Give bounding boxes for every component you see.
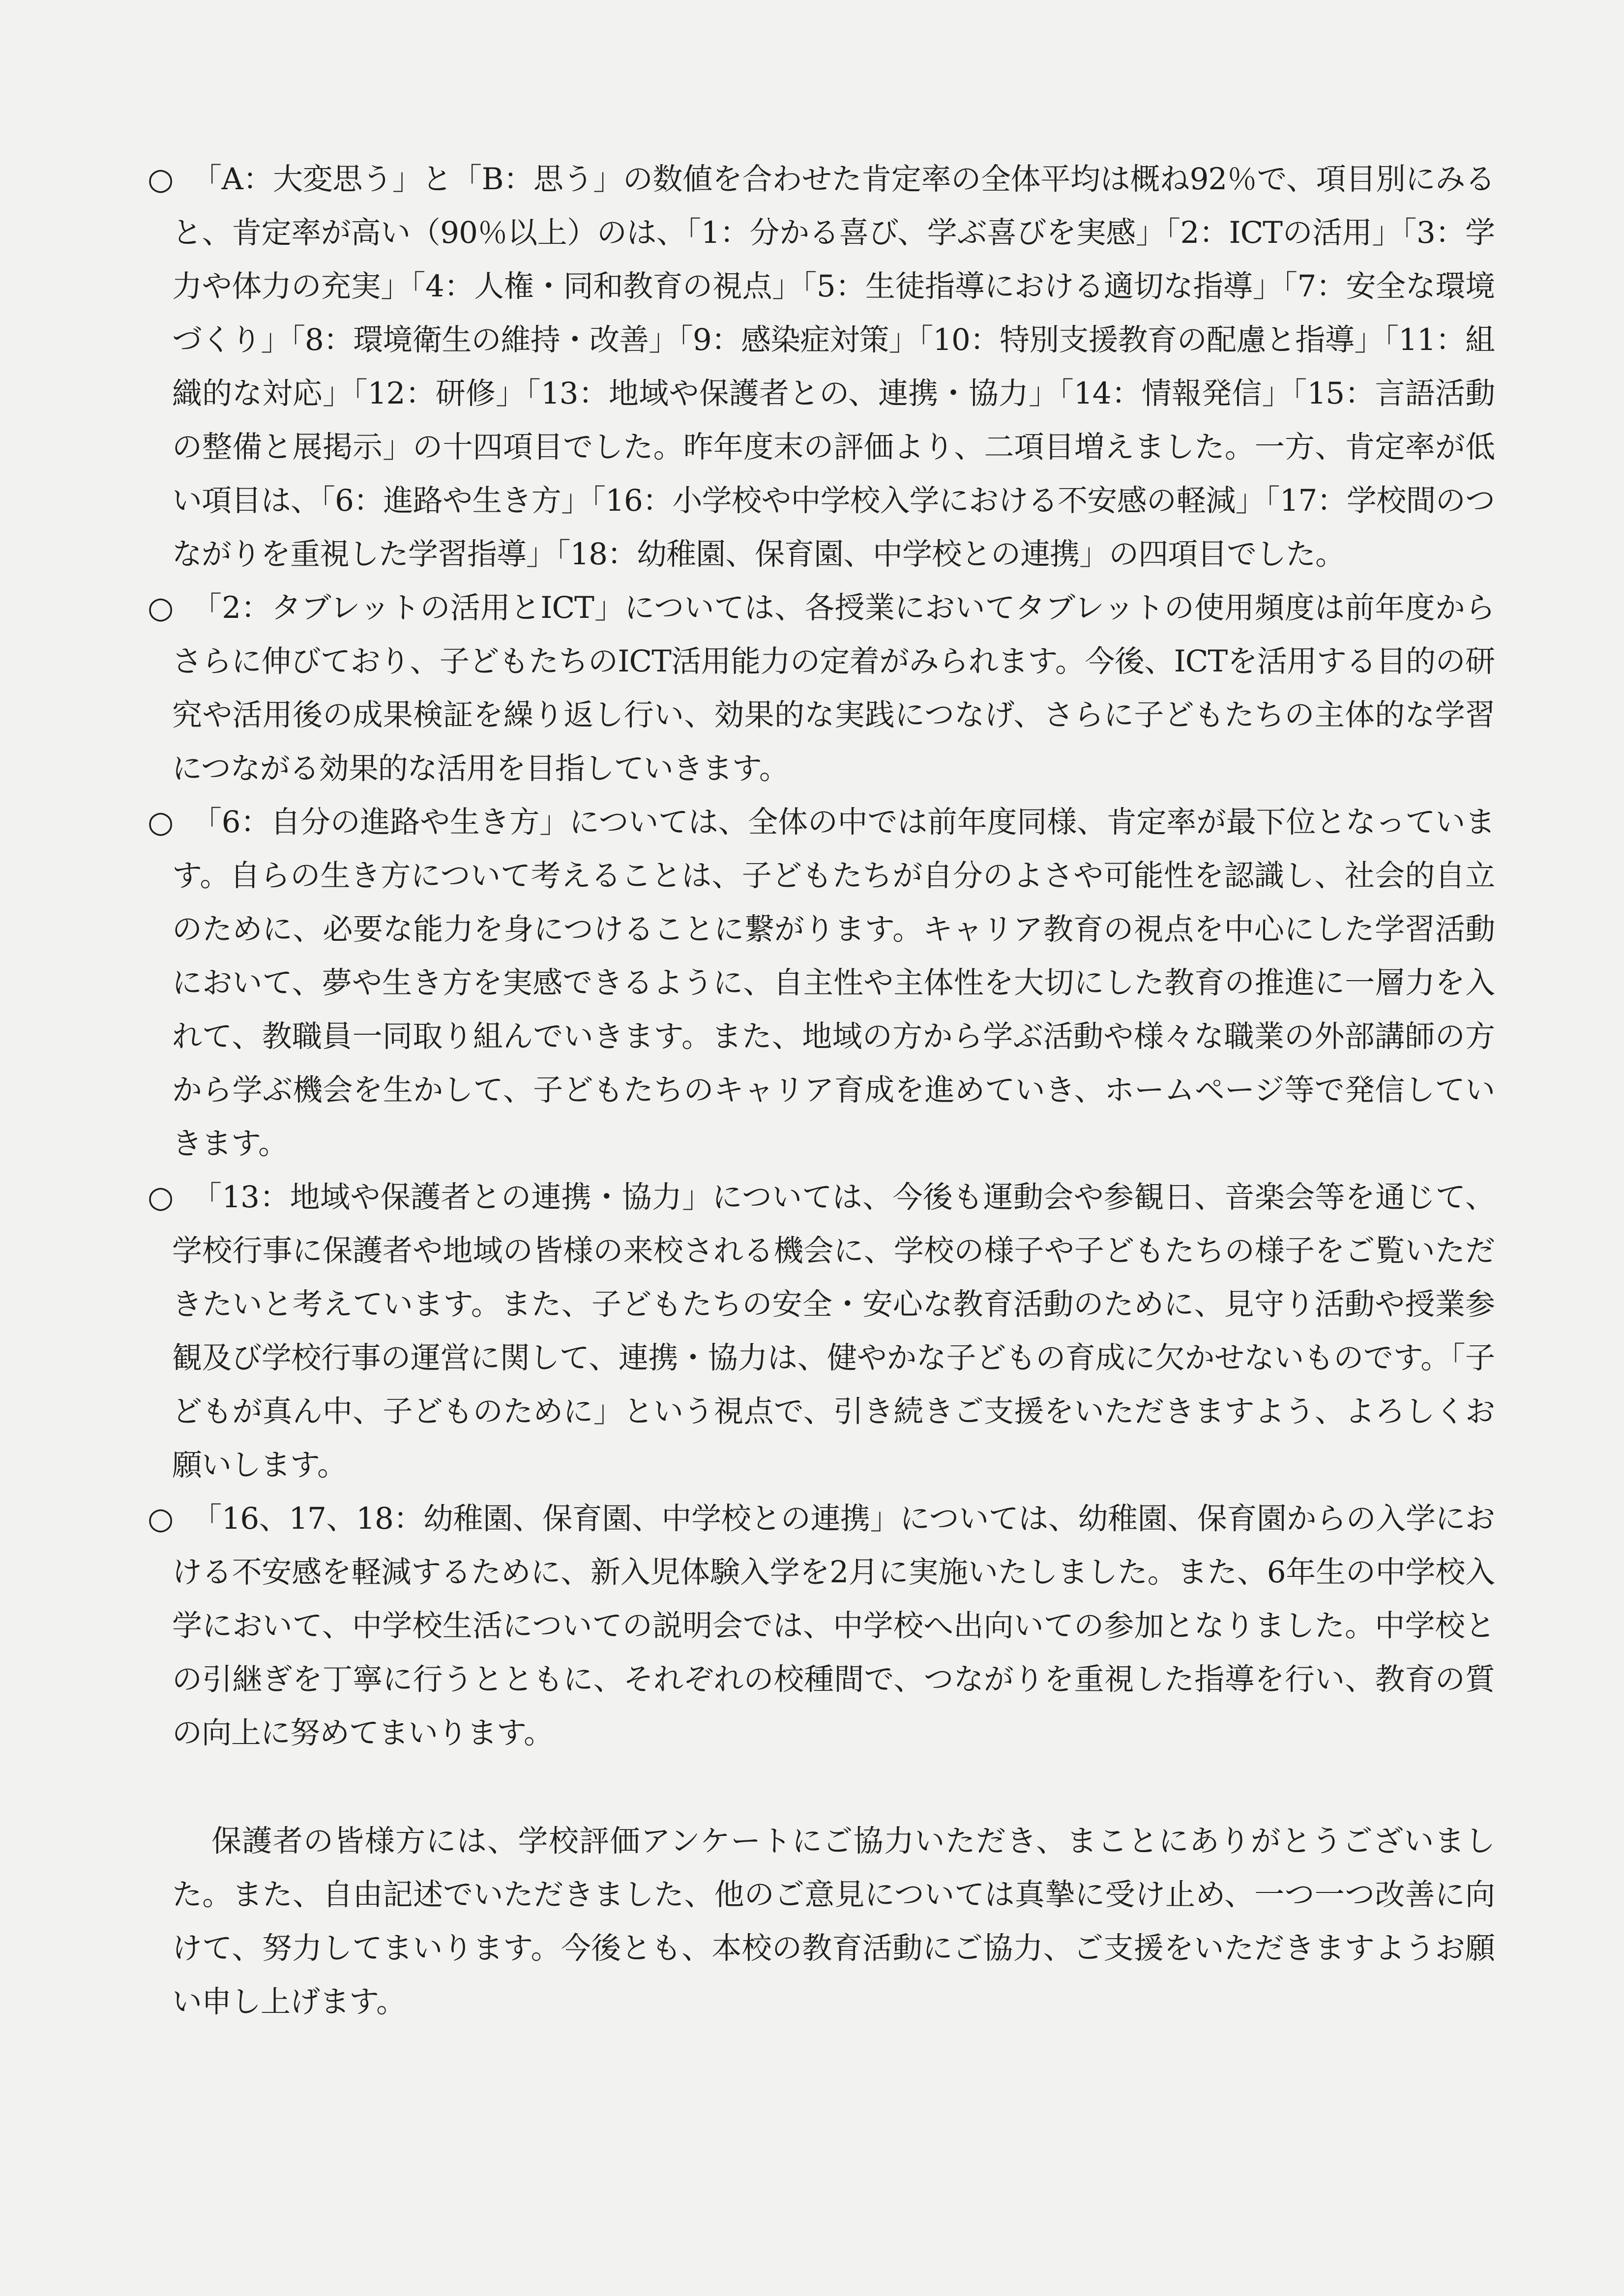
- bullet-circle-icon: ○: [148, 1501, 174, 1536]
- bullet-circle-icon: ○: [148, 1180, 174, 1215]
- bullet-paragraph-3: [148, 795, 1495, 1170]
- paragraph-text: 「16、17、18：幼稚園、保育園、中学校との連携」については、幼稚園、保育園からの入学における不安感を軽減するために、新入児体験入学を2月に実施いたしました。また、6年生の中学校入学において、中学校生活についての説明会では、中学校へ出向いての参加となりました。中学校との引継ぎを丁寧に行うとともに、それぞれの校種間で、つながりを重視した指導を行い、教育の質の向上に努めてまいります。: [172, 1501, 1495, 1750]
- bullet-paragraph-4: [148, 1170, 1495, 1492]
- paragraph-text: 「A：大変思う」と「B：思う」の数値を合わせた肯定率の全体平均は概ね92％で、項目別にみると、肯定率が高い（90％以上）のは、「1：分かる喜び、学ぶ喜びを実感」「2：ICTの活用」「3：学力や体力の充実」「4：人権・同和教育の視点」「5：生徒指導における適切な指導」「7：安全な環境づくり」「8：環境衛生の維持・改善」「9：感染症対策」「10：特別支援教育の配慮と指導」「11：組織的な対応」「12：研修」「13：地域や保護者との、連携・協力」「14：情報発信」「15：言語活動の整備と展掲示」の十四項目でした。昨年度末の評価より、二項目増えました。一方、肯定率が低い項目は、「6：進路や生き方」「16：小学校や中学校入学における不安感の軽減」「17：学校間のつながりを重視した学習指導」「18：幼稚園、保育園、中学校との連携」の四項目でした。: [172, 162, 1495, 572]
- closing-paragraph: 保護者の皆様方には、学校評価アンケートにご協力いただき、まことにありがとうございました。また、自由記述でいただきました、他のご意見については真摯に受け止め、一つ一つ改善に向けて、努力してまいります。今後とも、本校の教育活動にご協力、ご支援をいただきますようお願い申し上げます。: [172, 1824, 1495, 2019]
- paragraph-text: 「13：地域や保護者との連携・協力」については、今後も運動会や参観日、音楽会等を通じて、学校行事に保護者や地域の皆様の来校される機会に、学校の様子や子どもたちの様子をご覧いただきたいと考えています。また、子どもたちの安全・安心な教育活動のために、見守り活動や授業参観及び学校行事の運営に関して、連携・協力は、健やかな子どもの育成に欠かせないものです。「子どもが真ん中、子どものために」という視点で、引き続きご支援をいただきますよう、よろしくお願いします。: [172, 1180, 1495, 1482]
- bullet-circle-icon: ○: [148, 162, 174, 197]
- bullet-circle-icon: ○: [148, 590, 174, 625]
- paragraph-text: 「6：自分の進路や生き方」については、全体の中では前年度同様、肯定率が最下位となっています。自らの生き方について考えることは、子どもたちが自分のよさや可能性を認識し、社会的自立のために、必要な能力を身につけることに繋がります。キャリア教育の視点を中心にした学習活動において、夢や生き方を実感できるように、自主性や主体性を大切にした教育の推進に一層力を入れて、教職員一同取り組んでいきます。また、地域の方から学ぶ活動や様々な職業の外部講師の方から学ぶ機会を生かして、子どもたちのキャリア育成を進めていき、ホームページ等で発信していきます。: [172, 805, 1495, 1161]
- bullet-circle-icon: ○: [148, 805, 174, 840]
- bullet-paragraph-5: [148, 1492, 1495, 1760]
- document-body: [148, 152, 1495, 2059]
- paragraph-text: 「2：タブレットの活用とICT」については、各授業においてタブレットの使用頻度は前年度からさらに伸びており、子どもたちのICT活用能力の定着がみられます。今後、ICTを活用する目的の研究や活用後の成果検証を繰り返し行い、効果的な実践につなげ、さらに子どもたちの主体的な学習につながる効果的な活用を目指していきます。: [172, 590, 1495, 786]
- bullet-paragraph-2: [148, 581, 1495, 795]
- bullet-paragraph-1: [148, 152, 1495, 581]
